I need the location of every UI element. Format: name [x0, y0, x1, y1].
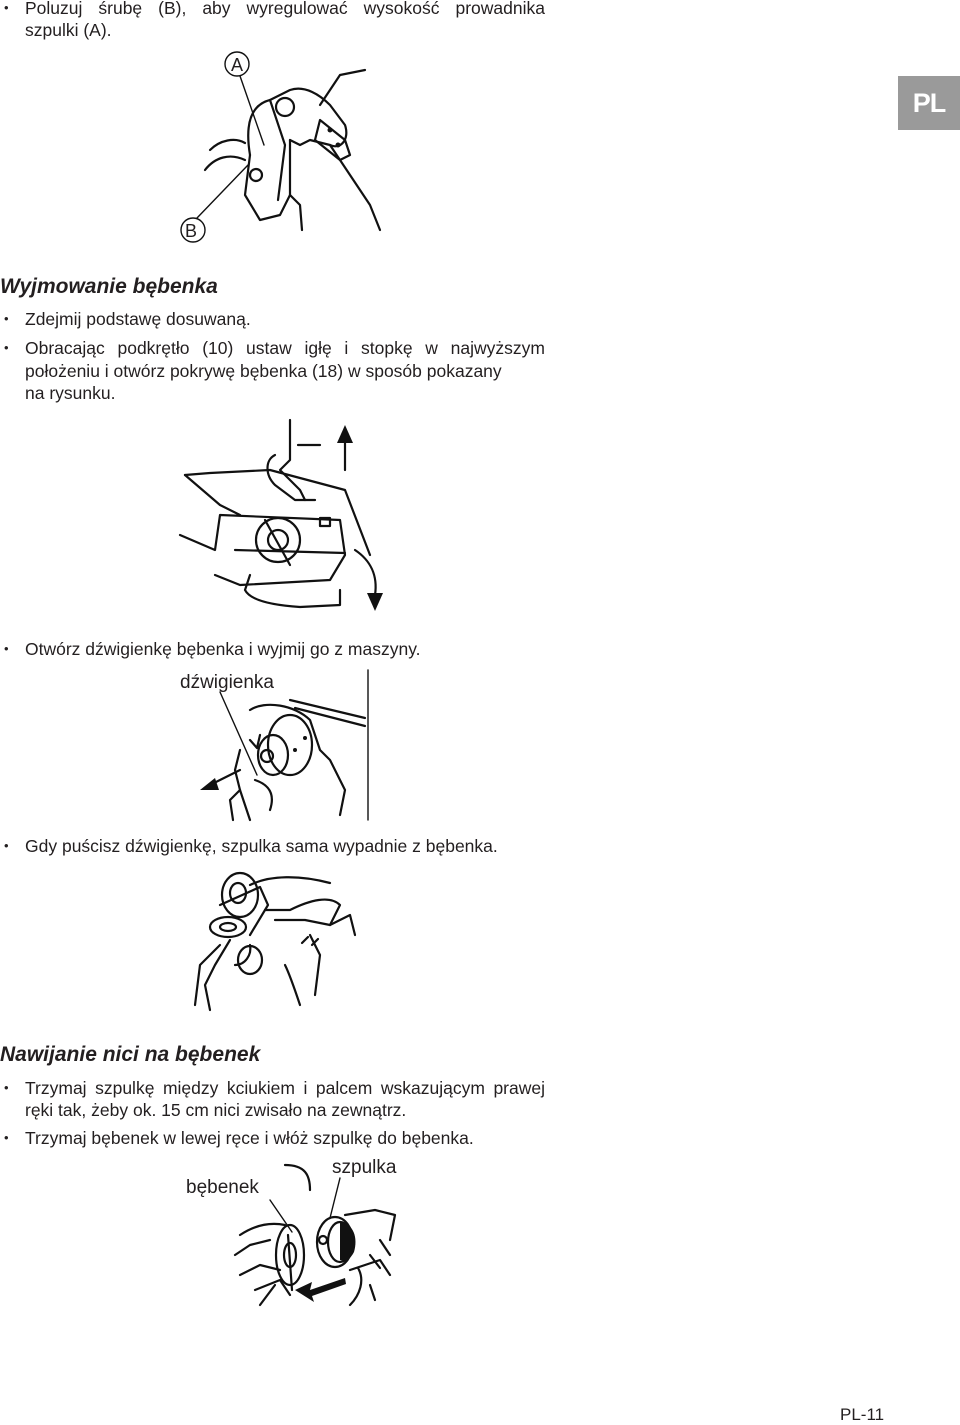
list-item-text: Obracając podkrętło (10) ustaw igłę i stopkę w najwyższym [25, 338, 545, 358]
list-item-text: Zdejmij podstawę dosuwaną. [25, 309, 251, 329]
label-a: A [231, 55, 244, 75]
bullet: • [4, 0, 9, 15]
intro-line-2: szpulki (A). [25, 20, 112, 40]
bobbin-label: szpulka [332, 1157, 397, 1178]
open-cover-illustration [180, 415, 390, 615]
latch-label: dźwigienka [180, 672, 274, 693]
bobbin-release-illustration [190, 865, 370, 1015]
list-item-text: Trzymaj bębenek w lewej ręce i włóż szpulkę do bębenka. [25, 1128, 474, 1148]
intro-line-1: Poluzuj śrubę (B), aby wyregulować wysokość prowadnika [25, 0, 545, 18]
label-b: B [185, 221, 198, 241]
list-item-text-continued: na rysunku. [25, 383, 116, 403]
bullet: • [4, 1130, 9, 1145]
list-item-text: Trzymaj szpulkę między kciukiem i palcem wskazującym prawej [25, 1078, 545, 1098]
bullet: • [4, 838, 9, 853]
list-item-text-continued: ręki tak, żeby ok. 15 cm nici zwisało na zewnątrz. [25, 1100, 407, 1120]
section-title-remove-bobbin-case: Wyjmowanie bębenka [0, 275, 218, 298]
list-item-text: Gdy puścisz dźwigienkę, szpulka sama wypadnie z bębenka. [25, 836, 498, 856]
list-item-text-continued: położeniu i otwórz pokrywę bębenka (18) w sposób pokazany [25, 361, 502, 381]
bullet: • [4, 311, 9, 326]
list-item-text: Otwórz dźwigienkę bębenka i wyjmij go z maszyny. [25, 639, 421, 659]
insert-bobbin-illustration [230, 1160, 400, 1310]
bullet: • [4, 340, 9, 355]
bobbin-case-label: bębenek [186, 1177, 259, 1198]
bobbin-guide-illustration [190, 45, 380, 250]
section-title-wind-thread: Nawijanie nici na bębenek [0, 1043, 261, 1066]
language-badge: PL [898, 76, 960, 130]
bullet: • [4, 1080, 9, 1095]
page-number: PL-11 [840, 1405, 885, 1424]
latch-illustration [195, 690, 370, 820]
bullet: • [4, 641, 9, 656]
